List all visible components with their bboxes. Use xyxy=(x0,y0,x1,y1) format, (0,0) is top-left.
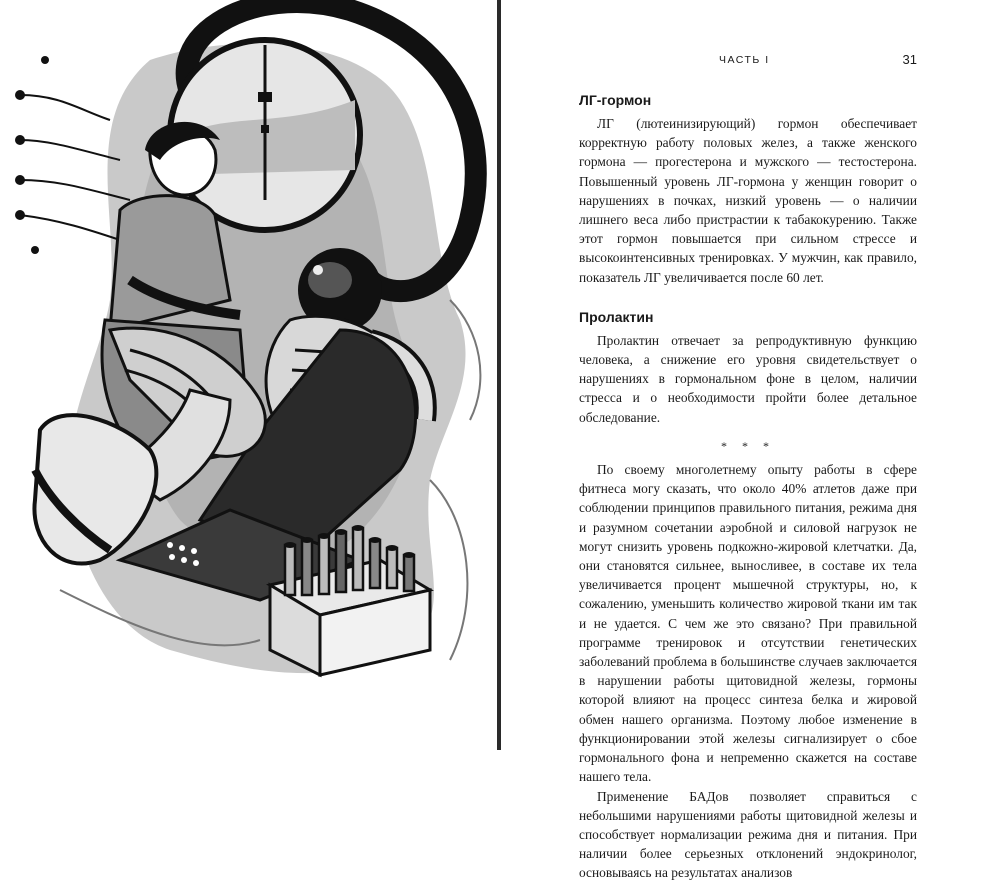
illustration-page xyxy=(0,0,498,750)
section-title-lh: ЛГ-гормон xyxy=(579,92,652,108)
page-number: 31 xyxy=(902,52,917,67)
page-body xyxy=(579,90,917,883)
body-paragraph: Применение БАДов позволяет справиться с небольшими нарушениями работы щитовидной железы и способствует нормализации режима дня и питания. При наличии более серьезных отклонений эндокринолог, основываясь на результатах анализов xyxy=(579,788,917,881)
section-title-prolactin: Пролактин xyxy=(579,308,654,325)
section-paragraph: Пролактин отвечает за репродуктивную функцию человека, а снижение его уровня свидетельствует о нарушениях в гормональном фоне в целом, наличии стресса и о необходимости пройти более детальное обследование. xyxy=(579,332,917,425)
part-label: ЧАСТЬ I xyxy=(719,54,770,66)
running-header xyxy=(579,54,917,70)
body-paragraph: По своему многолетнему опыту работы в сфере фитнеса могу сказать, что около 40% атлетов даже при соблюдении принципов правильного питания, режима дня и разумном сочетании аэробной и силовой нагрузок не могут снизить уровень подкожно-жировой клетчатки. Да, они становятся сильнее, выносливее, в составе их тела увеличивается процент мышечной структуры, но, к сожалению, уменьшить количество жировой ткани им так и не удается. С чем же это связано? При правильной программе тренировок и отсутствии генетических заболеваний проблема в большинстве случаев заключается в нарушении работы щитовидной железы, гормоны которой влияют на процесс синтеза белка и жировой обмен нашего организма. Поэтому любое изменение в функционировании этой железы сигнализирует о сбое гормонального фона и непременно скажется на составе нашего тела. xyxy=(579,462,917,785)
section-separator: * * * xyxy=(721,438,775,453)
section-paragraph: ЛГ (лютеинизирующий) гормон обеспечивает корректную работу половых желез, а также женского гормона — прогестерона и мужского — тестостерона. Повышенный уровень ЛГ-гормона у женщин говорит о нарушениях в почках, низкий уровень — о наличии лишнего веса либо пристрастии к табакокурению. Также этот гормон повышается при сильном стрессе и высокоинтенсивных тренировках. У мужчин, как правило, показатель ЛГ увеличивается после 60 лет. xyxy=(579,116,917,285)
illustration xyxy=(0,0,498,750)
text-page xyxy=(501,0,1000,881)
